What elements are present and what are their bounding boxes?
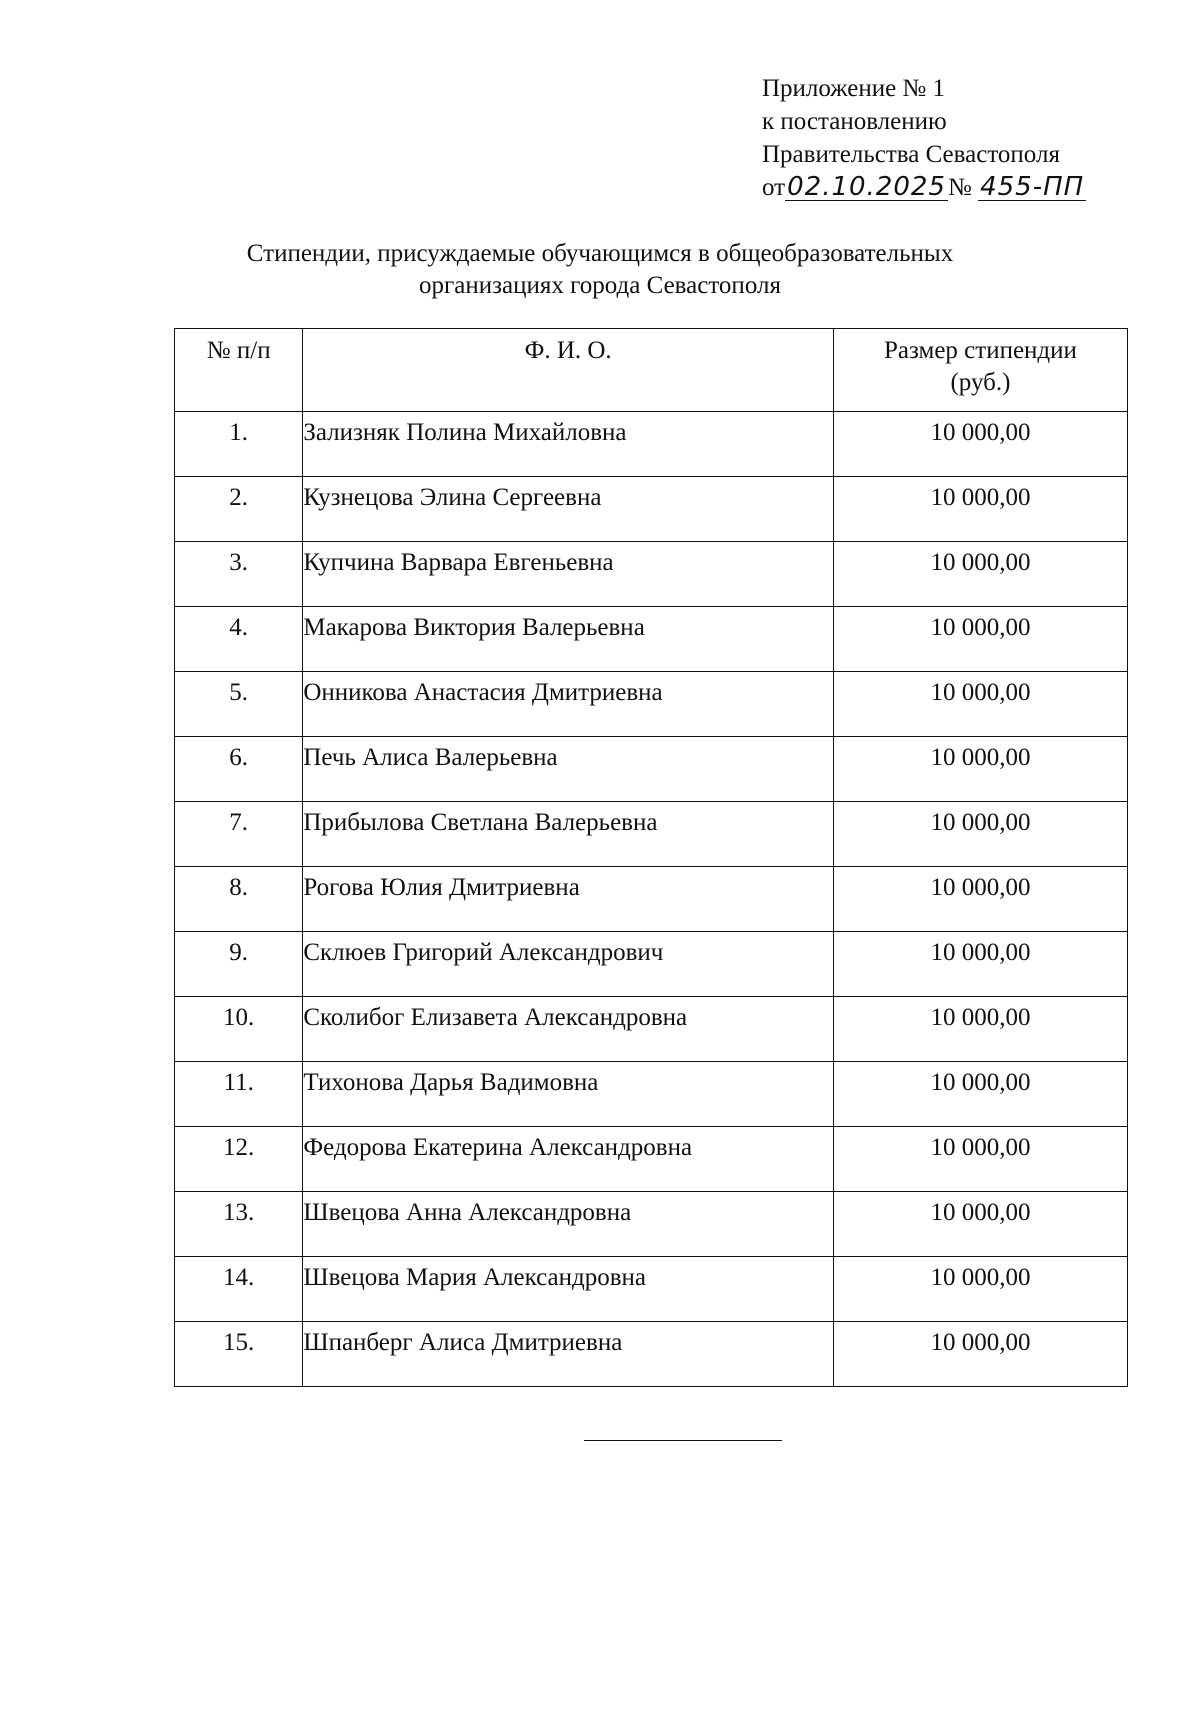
table-row: [175, 1062, 1128, 1127]
row-name: Купчина Варвара Евгеньевна: [303, 542, 834, 607]
table-row: [175, 1192, 1128, 1257]
row-amount: 10 000,00: [833, 1127, 1127, 1192]
table-row: [175, 737, 1128, 802]
title-line-2: организациях города Севастополя: [419, 272, 781, 299]
appendix-block: [762, 72, 1086, 204]
row-amount: 10 000,00: [833, 997, 1127, 1062]
table-row: [175, 1322, 1128, 1387]
header-name: Ф. И. О.: [303, 329, 834, 412]
row-amount: 10 000,00: [833, 1322, 1127, 1387]
row-name: Склюев Григорий Александрович: [303, 932, 834, 997]
row-amount: 10 000,00: [833, 1257, 1127, 1322]
row-name: Тихонова Дарья Вадимовна: [303, 1062, 834, 1127]
table-body: [175, 412, 1128, 1387]
table-header-row: [175, 329, 1128, 412]
row-number: 13.: [175, 1192, 303, 1257]
row-name: Рогова Юлия Дмитриевна: [303, 867, 834, 932]
table-row: [175, 412, 1128, 477]
date-prefix: от: [762, 174, 786, 201]
row-name: Зализняк Полина Михайловна: [303, 412, 834, 477]
row-amount: 10 000,00: [833, 867, 1127, 932]
appendix-date-number: [762, 171, 1086, 204]
appendix-title: Приложение № 1: [762, 75, 946, 102]
row-number: 9.: [175, 932, 303, 997]
row-amount: 10 000,00: [833, 607, 1127, 672]
document-title: [150, 238, 1050, 302]
row-number: 8.: [175, 867, 303, 932]
row-name: Кузнецова Элина Сергеевна: [303, 477, 834, 542]
row-number: 7.: [175, 802, 303, 867]
row-amount: 10 000,00: [833, 477, 1127, 542]
row-number: 14.: [175, 1257, 303, 1322]
row-amount: 10 000,00: [833, 932, 1127, 997]
table-row: [175, 477, 1128, 542]
row-amount: 10 000,00: [833, 412, 1127, 477]
row-name: Сколибог Елизавета Александровна: [303, 997, 834, 1062]
row-amount: 10 000,00: [833, 802, 1127, 867]
handwritten-date: 02.10.2025: [787, 172, 946, 202]
row-amount: 10 000,00: [833, 542, 1127, 607]
header-amount-line-1: Размер стипендии: [883, 337, 1077, 364]
header-amount: [833, 329, 1127, 412]
scholarship-table: [174, 328, 1128, 1387]
table-row: [175, 1257, 1128, 1322]
row-number: 10.: [175, 997, 303, 1062]
row-name: Федорова Екатерина Александровна: [303, 1127, 834, 1192]
row-amount: 10 000,00: [833, 1062, 1127, 1127]
table-row: [175, 542, 1128, 607]
row-name: Онникова Анастасия Дмитриевна: [303, 672, 834, 737]
row-number: 3.: [175, 542, 303, 607]
row-number: 5.: [175, 672, 303, 737]
row-name: Шпанберг Алиса Дмитриевна: [303, 1322, 834, 1387]
table-row: [175, 932, 1128, 997]
end-divider: [584, 1440, 782, 1441]
appendix-issuer: Правительства Севастополя: [762, 141, 1060, 168]
table-row: [175, 867, 1128, 932]
table-row: [175, 607, 1128, 672]
row-number: 2.: [175, 477, 303, 542]
header-number: № п/п: [175, 329, 303, 412]
appendix-reference: к постановлению: [762, 108, 947, 135]
table-row: [175, 802, 1128, 867]
table-row: [175, 672, 1128, 737]
row-number: 6.: [175, 737, 303, 802]
number-prefix: №: [947, 174, 972, 201]
table-row: [175, 997, 1128, 1062]
table-row: [175, 1127, 1128, 1192]
row-number: 15.: [175, 1322, 303, 1387]
row-name: Прибылова Светлана Валерьевна: [303, 802, 834, 867]
row-name: Швецова Мария Александровна: [303, 1257, 834, 1322]
row-name: Макарова Виктория Валерьевна: [303, 607, 834, 672]
row-name: Печь Алиса Валерьевна: [303, 737, 834, 802]
header-amount-line-2: (руб.): [950, 369, 1011, 396]
row-number: 12.: [175, 1127, 303, 1192]
row-amount: 10 000,00: [833, 672, 1127, 737]
title-line-1: Стипендии, присуждаемые обучающимся в общеобразовательных: [246, 240, 954, 267]
row-number: 1.: [175, 412, 303, 477]
row-amount: 10 000,00: [833, 1192, 1127, 1257]
row-amount: 10 000,00: [833, 737, 1127, 802]
row-number: 11.: [175, 1062, 303, 1127]
handwritten-number: 455-ПП: [980, 172, 1085, 202]
row-number: 4.: [175, 607, 303, 672]
row-name: Швецова Анна Александровна: [303, 1192, 834, 1257]
